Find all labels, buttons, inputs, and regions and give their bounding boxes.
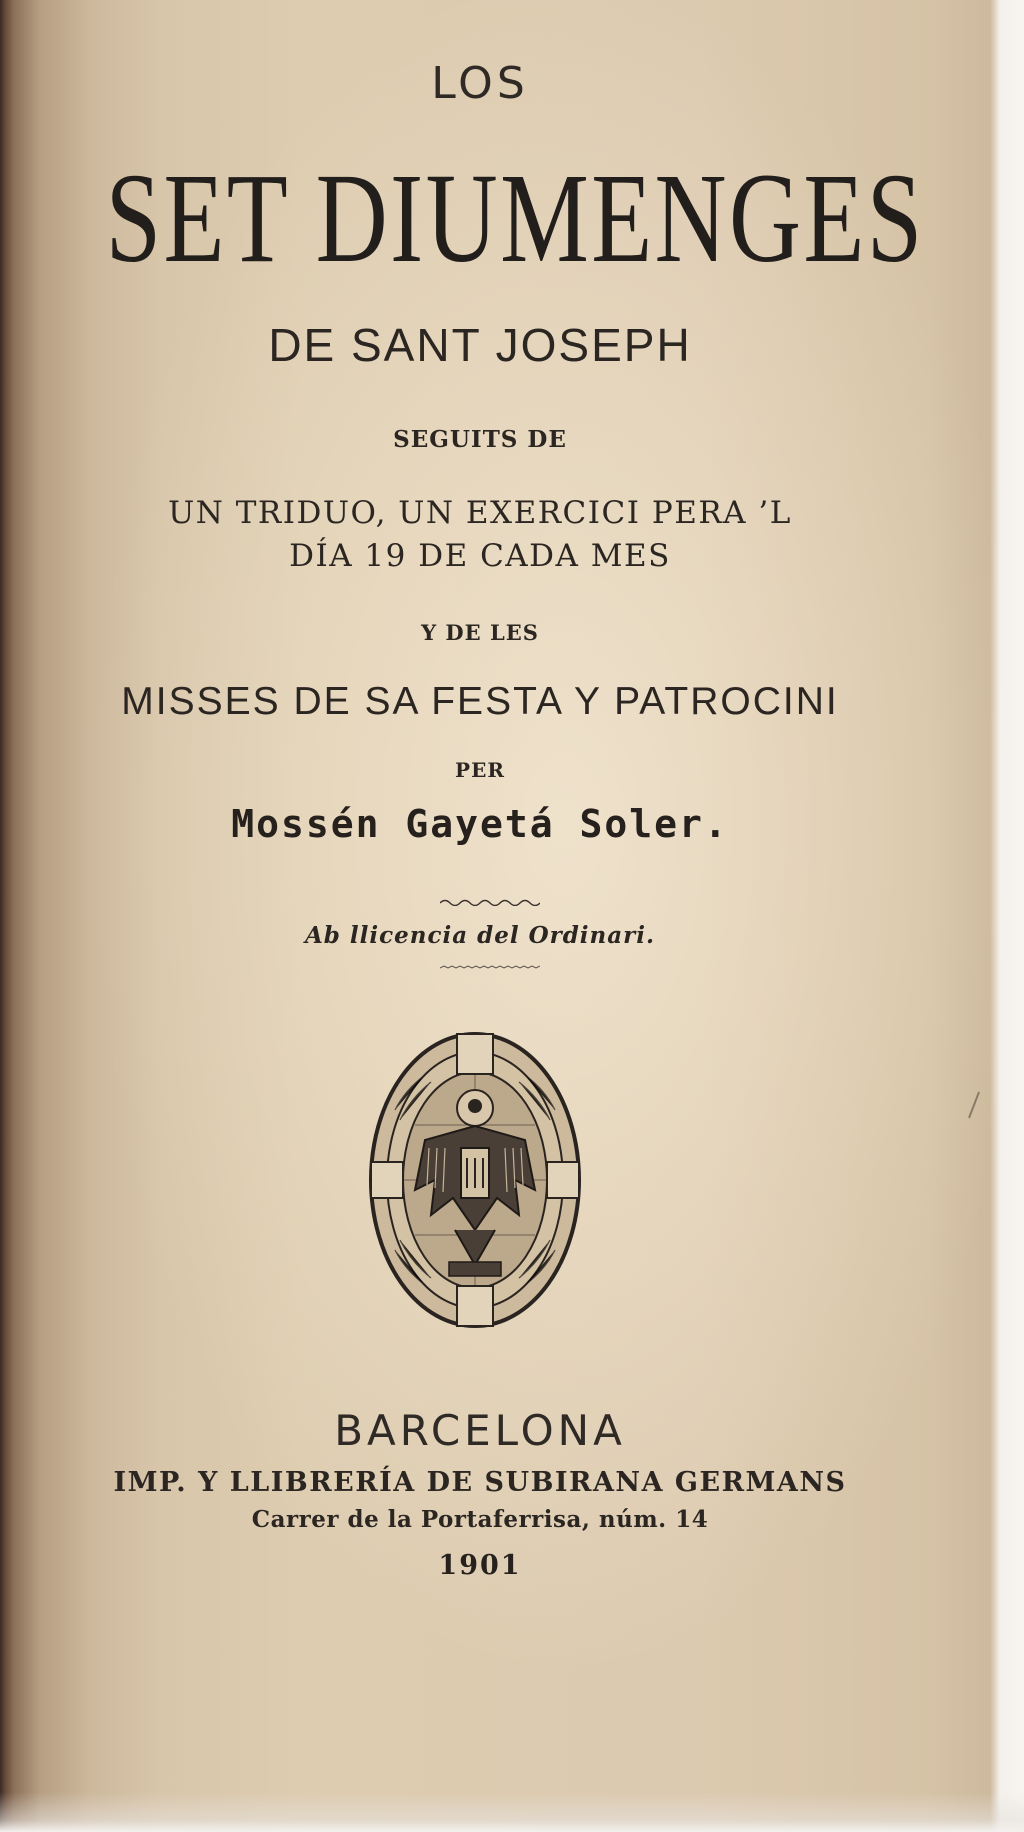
triduo-line-2: DÍA 19 DE CADA MES <box>289 538 671 574</box>
per-line: PER <box>455 758 505 782</box>
seguits-de-line: SEGUITS DE <box>393 426 567 453</box>
imprint-year: 1901 <box>438 1550 522 1581</box>
imprint-address: Carrer de la Portaferrisa, núm. 14 <box>251 1506 709 1533</box>
triduo-line-1: UN TRIDUO, UN EXERCICI PERA ’L <box>168 495 792 531</box>
misses-line: MISSES DE SA FESTA Y PATROCINI <box>121 680 839 723</box>
paper-blemish-mark <box>965 1090 983 1120</box>
imprint-printer: IMP. Y LLIBRERÍA DE SUBIRANA GERMANS <box>113 1467 847 1498</box>
author-name: Mossén Gayetá Soler. <box>231 802 729 846</box>
main-title: SET DIUMENGES <box>105 147 925 289</box>
license-line: Ab llicencia del Ordinari. <box>304 922 656 949</box>
y-de-les-line: Y DE LES <box>421 620 539 645</box>
ornament-rule-bottom <box>440 964 540 972</box>
ornament-rule-top <box>440 898 540 906</box>
printers-seal-eagle-icon <box>365 1030 585 1330</box>
subtitle: DE SANT JOSEPH <box>268 319 692 371</box>
title-article: LOS <box>431 58 529 109</box>
imprint-city: BARCELONA <box>334 1406 626 1455</box>
